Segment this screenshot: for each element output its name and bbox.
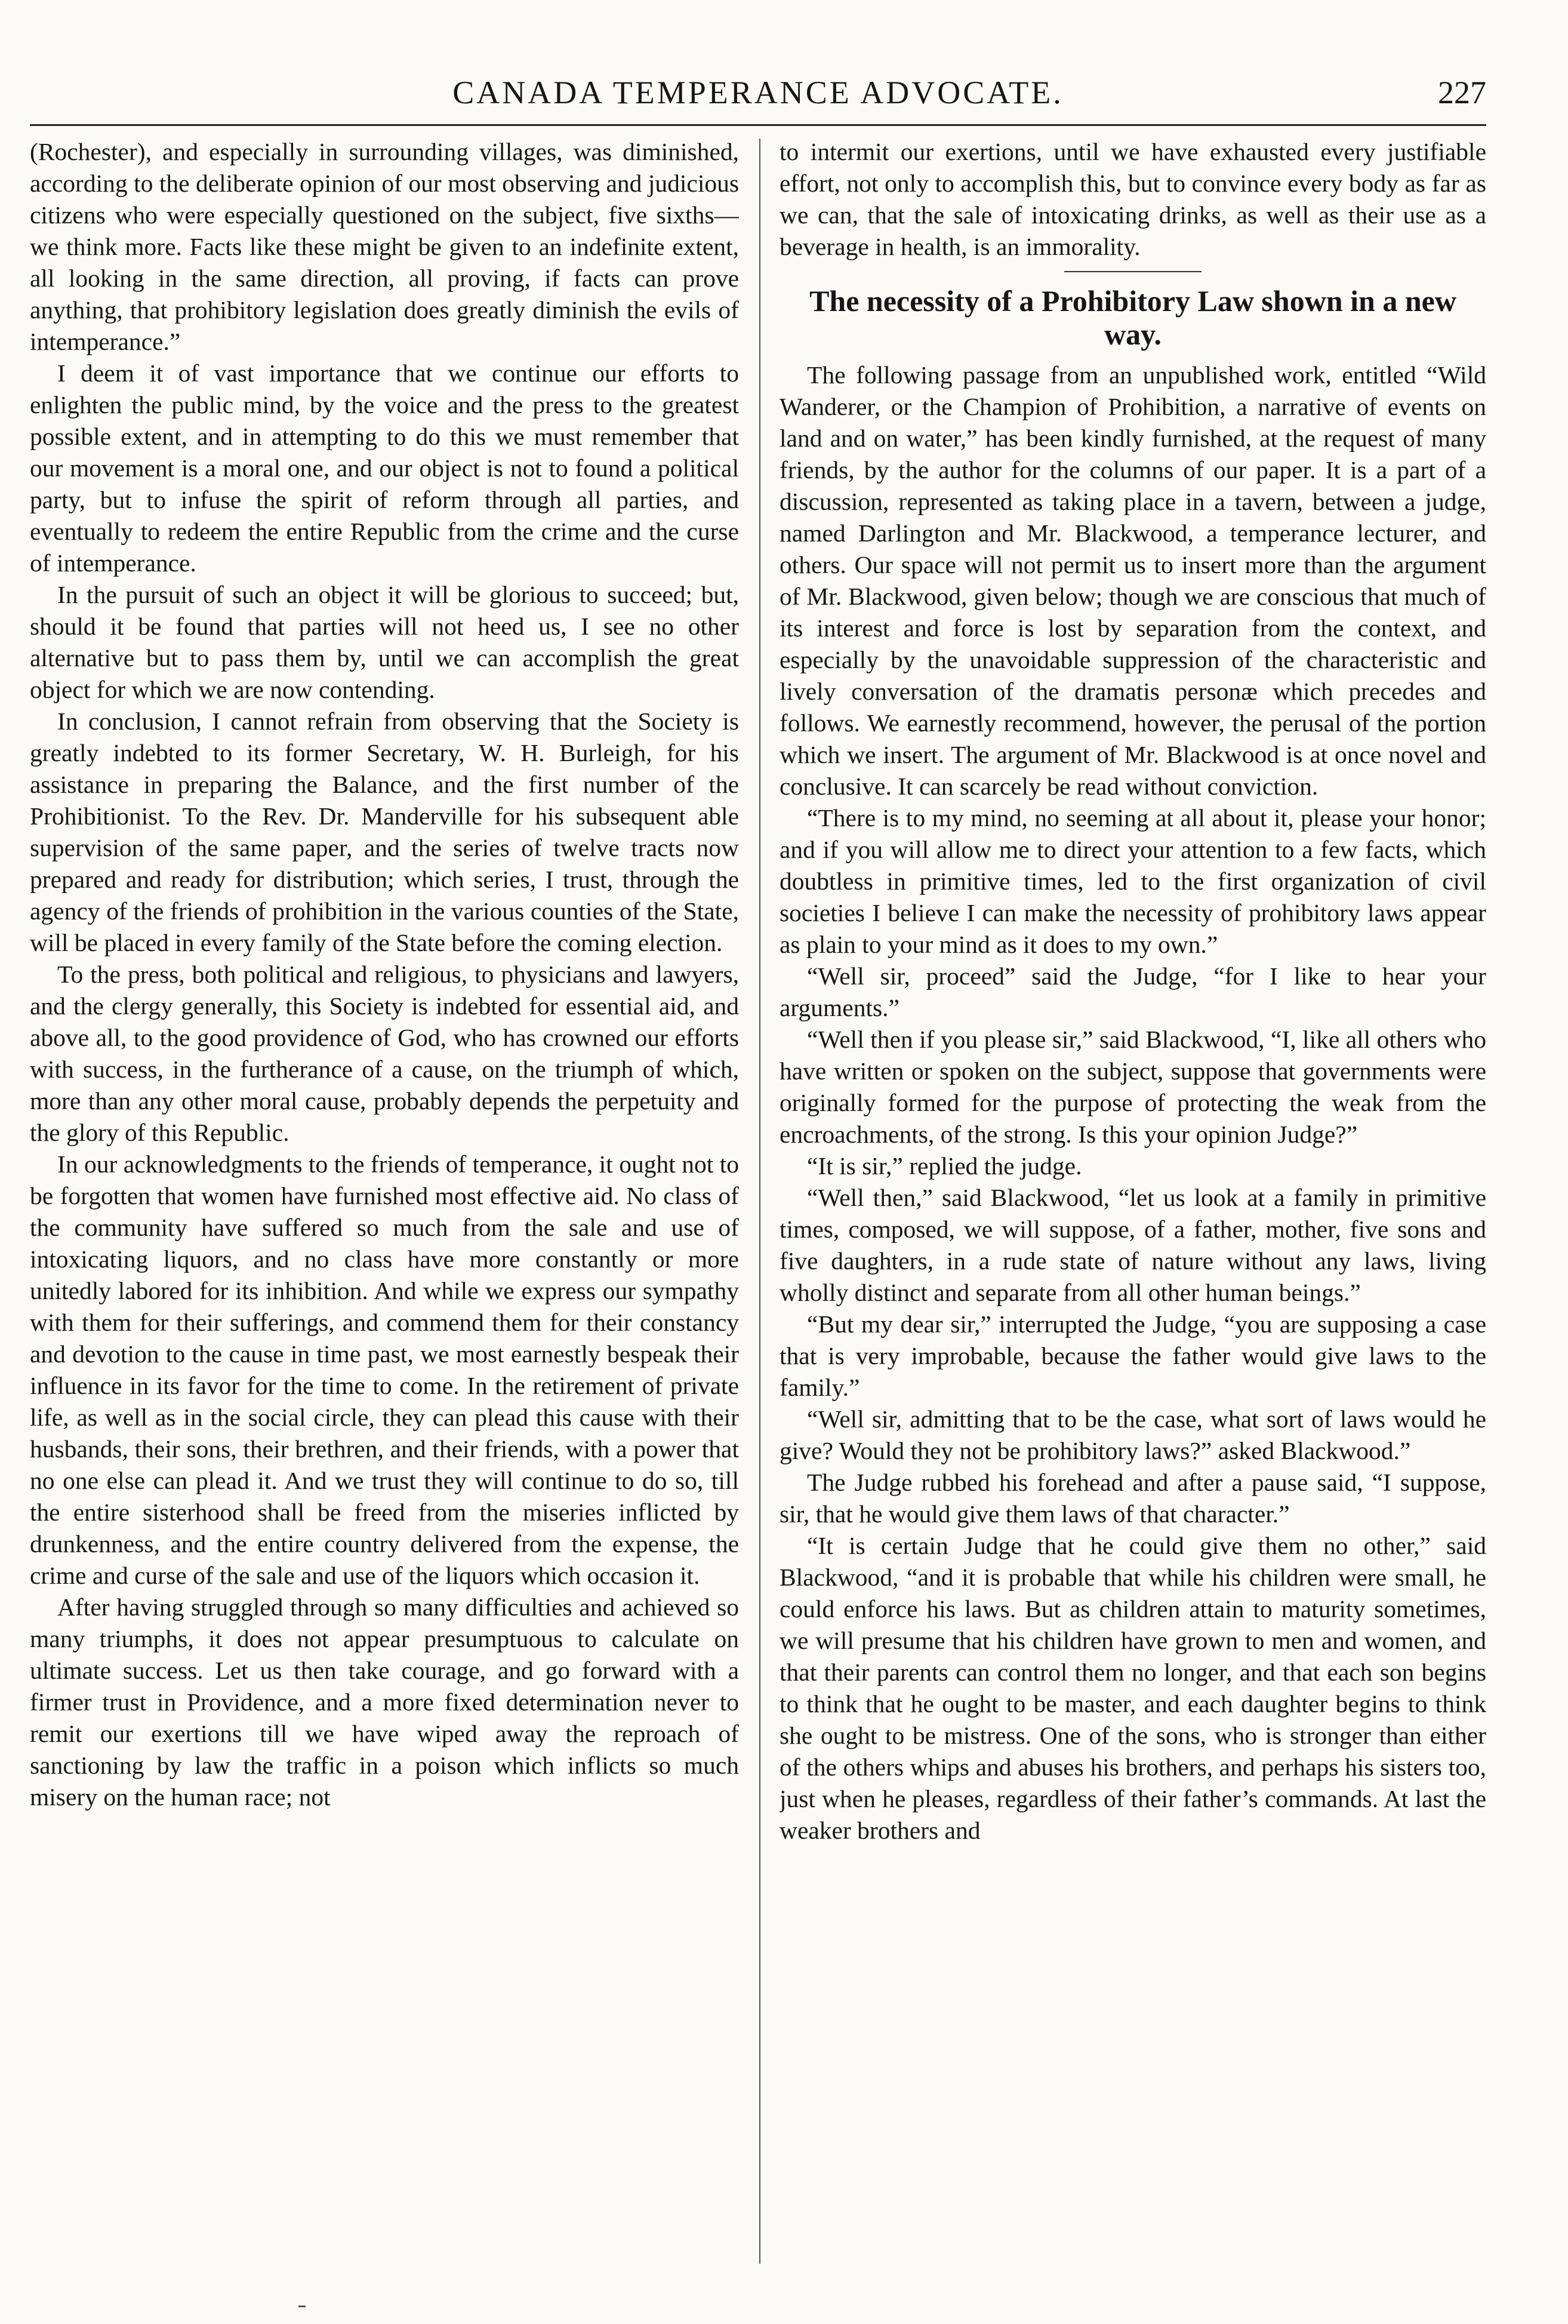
left-paragraph-3: In the pursuit of such an object it will be glorious to succeed; but, should it be found that parties will not heed us, I see no other alternative but to pass them by, until we can accomplish the great object for which we are now contending. bbox=[30, 581, 739, 703]
right-paragraph-6: “Well then,” said Blackwood, “let us look at a family in primitive times, composed, we will suppose, of a father, mother, five sons and five daughters, in a rude state of nature without any laws, living wholly distinct and separate from all other human beings.” bbox=[780, 1184, 1486, 1306]
left-paragraph-5: To the press, both political and religious, to physicians and lawyers, and the clergy generally, this Society is indebted for essential aid, and above all, to the good providence of God, who has crowned our efforts with success, in the furtherance of a cause, on the triumph of which, more than any other moral cause, probably depends the perpetuity and the glory of this Republic. bbox=[30, 961, 739, 1146]
section-rule bbox=[1064, 271, 1202, 272]
right-paragraph-7: “But my dear sir,” interrupted the Judge, “you are supposing a case that is very improbable, because the father would give laws to the family.” bbox=[780, 1310, 1486, 1401]
right-paragraph-9: The Judge rubbed his forehead and after a pause said, “I suppose, sir, that he would give them laws of that character.” bbox=[780, 1469, 1486, 1528]
left-paragraph-4: In conclusion, I cannot refrain from observing that the Society is greatly indebted to its former Secretary, W. H. Burleigh, for his assistance in preparing the Balance, and the first number of the Prohibitionist. To the Rev. Dr. Manderville for his subsequent able supervision of the same paper, and the series of twelve tracts now prepared and ready for distribution; which series, I trust, through the agency of the friends of prohibition in the various counties of the State, will be placed in every family of the State before the coming election. bbox=[30, 707, 739, 956]
page-number: 227 bbox=[1438, 75, 1486, 110]
right-paragraph-2: “There is to my mind, no seeming at all about it, please your honor; and if you will allow me to direct your attention to a few facts, which doubtless in primitive times, led to the first organization of civil societies I believe I can make the necessity of prohibitory laws appear as plain to your mind as it does to my own.” bbox=[780, 804, 1486, 958]
right-paragraph-10: “It is certain Judge that he could give them no other,” said Blackwood, “and it is probable that while his children were small, he could enforce his laws. But as children attain to maturity sometimes, we will presume that his children have grown to men and women, and that their parents can control them no longer, and that each son begins to think that he ought to be master, and each daughter begins to think she ought to be mistress. One of the sons, who is stronger than either of the others whips and abuses his brothers, and perhaps his sisters too, just when he pleases, regardless of their father’s commands. At last the weaker brothers and bbox=[780, 1532, 1486, 1844]
left-column bbox=[30, 136, 739, 2261]
left-paragraph-1: (Rochester), and especially in surrounding villages, was diminished, according to the deliberate opinion of our most observing and judicious citizens who were especially questioned on the subject, five sixths—we think more. Facts like these might be given to an indefinite extent, all looking in the same direction, all proving, if facts can prove anything, that prohibitory legislation does greatly diminish the evils of intemperance.” bbox=[30, 138, 739, 355]
left-paragraph-6: In our acknowledgments to the friends of temperance, it ought not to be forgotten that women have furnished most effective aid. No class of the community have suffered so much from the sale and use of intoxicating liquors, and no class have more constantly or more unitedly labored for its inhibition. And while we express our sympathy with them for their sufferings, and commend them for their constancy and devotion to the cause in time past, we most earnestly bespeak their influence in its favor for the time to come. In the retirement of private life, as well as in the social circle, they can plead this cause with their husbands, their sons, their brethren, and their friends, with a power that no one else can plead it. And we trust they will continue to do so, till the entire sisterhood shall be freed from the miseries inflicted by drunkenness, and the entire country delivered from the expense, the crime and curse of the sale and use of the liquors which occasion it. bbox=[30, 1150, 739, 1589]
left-paragraph-2: I deem it of vast importance that we continue our efforts to enlighten the public mind, by the voice and the press to the greatest possible extent, and in attempting to do this we must remember that our movement is a moral one, and our object is not to found a political party, but to infuse the spirit of reform through all parties, and eventually to redeem the entire Republic from the crime and the curse of intemperance. bbox=[30, 359, 739, 577]
page-header bbox=[30, 70, 1486, 126]
right-continuation-paragraph: to intermit our exertions, until we have exhausted every justifiable effort, not only to accomplish this, but to convince every body as far as we can, that the sale of intoxicating drinks, as well as their use as a beverage in health, is an immorality. bbox=[780, 138, 1486, 260]
section-heading: The necessity of a Prohibitory Law shown in a new way. bbox=[809, 284, 1456, 351]
column-divider bbox=[759, 138, 760, 2264]
right-paragraph-8: “Well sir, admitting that to be the case, what sort of laws would he give? Would they not be prohibitory laws?” asked Blackwood.” bbox=[780, 1405, 1486, 1464]
right-paragraph-5: “It is sir,” replied the judge. bbox=[807, 1152, 1082, 1180]
right-paragraph-1: The following passage from an unpublished work, entitled “Wild Wanderer, or the Champion of Prohibition, a narrative of events on land and on water,” has been kindly furnished, at the request of many friends, by the author for the columns of our paper. It is a part of a discussion, represented as taking place in a tavern, between a judge, named Darlington and Mr. Blackwood, a temperance lecturer, and others. Our space will not permit us to insert more than the argument of Mr. Blackwood, given below; though we are conscious that much of its interest and force is lost by separation from the context, and especially by the unavoidable suppression of the characteristic and lively conversation of the dramatis personæ which precedes and follows. We earnestly recommend, however, the perusal of the portion which we insert. The argument of Mr. Blackwood is at once novel and conclusive. It can scarcely be read without conviction. bbox=[780, 361, 1486, 800]
footer-mark bbox=[298, 2305, 306, 2307]
right-paragraph-4: “Well then if you please sir,” said Blackwood, “I, like all others who have written or spoken on the subject, suppose that governments were originally formed for the purpose of protecting the weak from the encroachments, of the strong. Is this your opinion Judge?” bbox=[780, 1026, 1486, 1148]
left-paragraph-7: After having struggled through so many difficulties and achieved so many triumphs, it does not appear presumptuous to calculate on ultimate success. Let us then take courage, and go forward with a firmer trust in Providence, and a more fixed determination never to remit our exertions till we have wiped away the reproach of sanctioning by law the traffic in a poison which inflicts so much misery on the human race; not bbox=[30, 1593, 739, 1811]
running-title: CANADA TEMPERANCE ADVOCATE. bbox=[452, 75, 1064, 110]
right-paragraph-3: “Well sir, proceed” said the Judge, “for I like to hear your arguments.” bbox=[780, 962, 1486, 1021]
right-column bbox=[780, 136, 1486, 2261]
